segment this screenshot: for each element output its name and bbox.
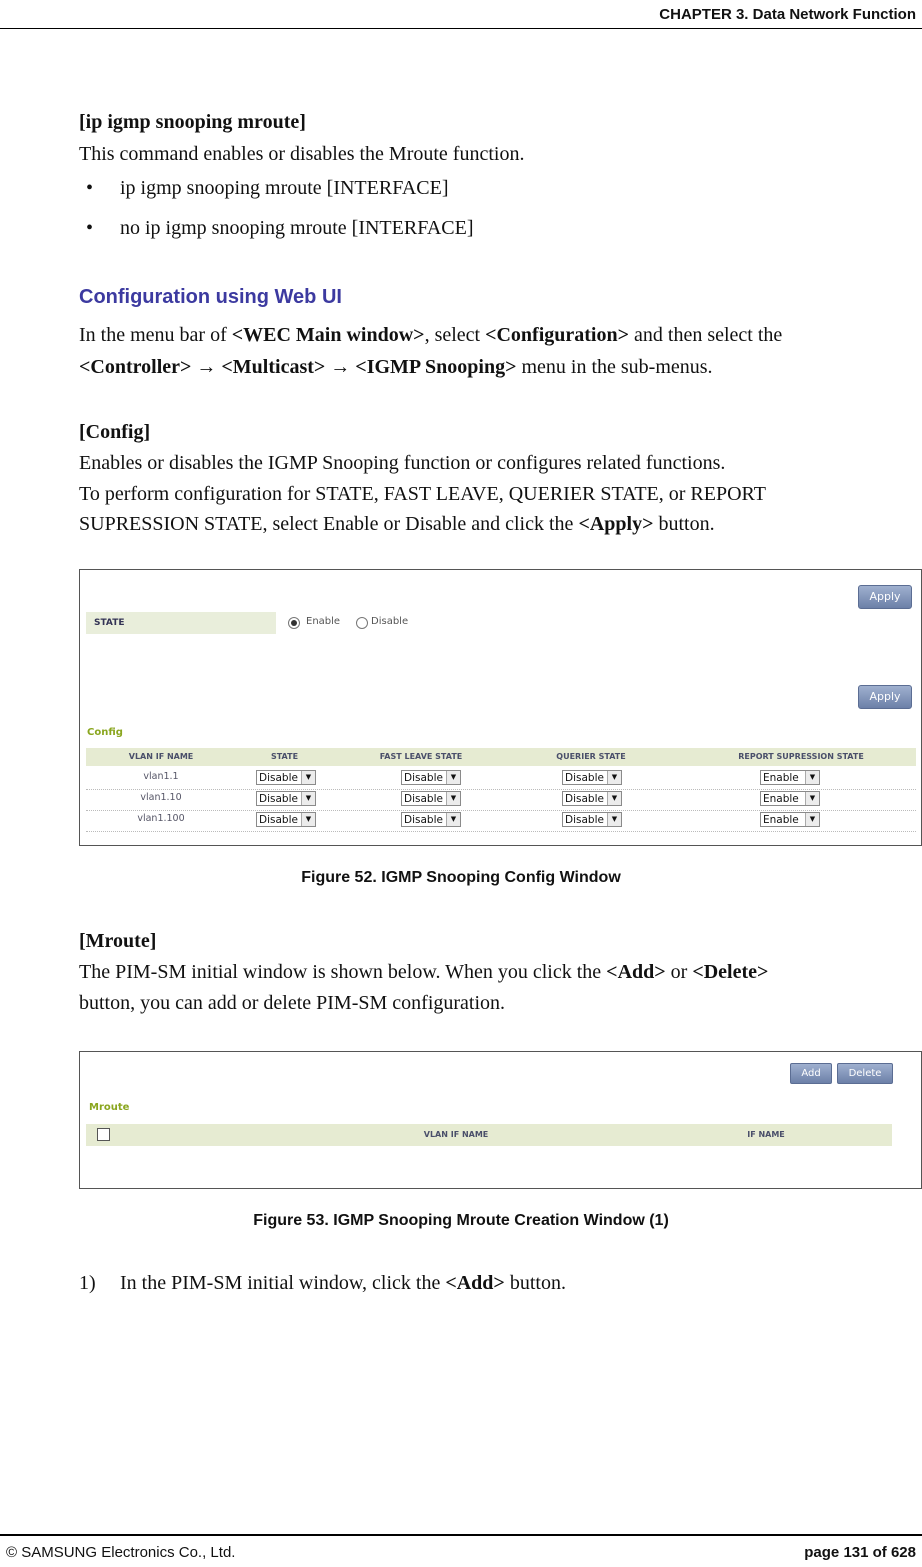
delete-button[interactable]: Delete <box>837 1063 893 1084</box>
config-line3: SUPRESSION STATE, select Enable or Disable and click the <Apply> button. <box>79 513 715 535</box>
table-row <box>86 768 916 790</box>
chevron-down-icon: ▼ <box>446 771 460 784</box>
mroute-table-header <box>86 1124 892 1146</box>
chevron-down-icon: ▼ <box>805 813 819 826</box>
report-select[interactable]: Enable ▼ <box>760 791 820 806</box>
column-header: VLAN IF NAME <box>423 1130 489 1139</box>
page-number: page 131 of 628 <box>804 1544 916 1561</box>
config-line2: To perform configuration for STATE, FAST LEAVE, QUERIER STATE, or REPORT <box>79 483 766 505</box>
figure-caption: Figure 53. IGMP Snooping Mroute Creation Window (1) <box>253 1212 669 1229</box>
mroute-heading: [Mroute] <box>79 930 157 952</box>
command-heading: [ip igmp snooping mroute] <box>79 111 306 133</box>
bullet-marker: • <box>86 177 94 199</box>
column-header: VLAN IF NAME <box>128 752 194 761</box>
column-header: QUERIER STATE <box>556 752 626 761</box>
fast-leave-select[interactable]: Disable ▼ <box>401 791 461 806</box>
apply-button-top[interactable]: Apply <box>858 585 912 609</box>
chevron-down-icon: ▼ <box>607 771 621 784</box>
step-text: In the PIM-SM initial window, click the <Add> button. <box>120 1272 566 1294</box>
disable-radio[interactable] <box>356 617 368 629</box>
state-label: STATE <box>86 612 276 634</box>
chevron-down-icon: ▼ <box>607 813 621 826</box>
chevron-down-icon: ▼ <box>607 792 621 805</box>
chevron-down-icon: ▼ <box>805 792 819 805</box>
chevron-down-icon: ▼ <box>805 771 819 784</box>
column-header: IF NAME <box>747 1130 785 1139</box>
report-select[interactable]: Enable ▼ <box>760 770 820 785</box>
enable-radio[interactable] <box>288 617 300 629</box>
mroute-grid-title: Mroute <box>89 1102 130 1113</box>
bullet-item: no ip igmp snooping mroute [INTERFACE] <box>120 217 474 239</box>
copyright: © SAMSUNG Electronics Co., Ltd. <box>6 1544 236 1561</box>
config-heading: [Config] <box>79 421 151 443</box>
figure-caption: Figure 52. IGMP Snooping Config Window <box>301 869 621 886</box>
table-row <box>86 789 916 811</box>
bullet-item: ip igmp snooping mroute [INTERFACE] <box>120 177 449 199</box>
vlan-name: vlan1.10 <box>140 792 182 803</box>
select-all-checkbox[interactable] <box>97 1128 110 1141</box>
chevron-down-icon: ▼ <box>446 813 460 826</box>
column-header: REPORT SUPRESSION STATE <box>738 752 864 761</box>
vlan-name: vlan1.100 <box>137 813 185 824</box>
column-header: STATE <box>270 752 299 761</box>
chevron-down-icon: ▼ <box>301 813 315 826</box>
section-heading: Configuration using Web UI <box>79 286 342 308</box>
fast-leave-select[interactable]: Disable ▼ <box>401 812 461 827</box>
column-header: FAST LEAVE STATE <box>379 752 463 761</box>
table-row <box>86 810 916 832</box>
bullet-marker: • <box>86 217 94 239</box>
disable-radio-label: Disable <box>371 616 409 627</box>
step-number: 1) <box>79 1272 96 1294</box>
webui-paragraph-line2: <Controller> → <Multicast> → <IGMP Snooping> menu in the sub-menus. <box>79 356 713 378</box>
state-select[interactable]: Disable ▼ <box>256 791 316 806</box>
state-select[interactable]: Disable ▼ <box>256 770 316 785</box>
mroute-window <box>79 1051 922 1189</box>
config-line1: Enables or disables the IGMP Snooping function or configures related functions. <box>79 452 726 474</box>
mroute-line1: The PIM-SM initial window is shown below. When you click the <Add> or <Delete> <box>79 961 769 983</box>
vlan-name: vlan1.1 <box>143 771 179 782</box>
querier-select[interactable]: Disable ▼ <box>562 791 622 806</box>
config-grid-title: Config <box>87 727 123 738</box>
fast-leave-select[interactable]: Disable ▼ <box>401 770 461 785</box>
chevron-down-icon: ▼ <box>301 792 315 805</box>
igmp-config-window <box>79 569 922 846</box>
chevron-down-icon: ▼ <box>446 792 460 805</box>
querier-select[interactable]: Disable ▼ <box>562 812 622 827</box>
state-row <box>86 612 916 634</box>
page-footer <box>0 1534 922 1567</box>
enable-radio-label: Enable <box>306 616 341 627</box>
mroute-line2: button, you can add or delete PIM-SM configuration. <box>79 992 506 1014</box>
report-select[interactable]: Enable ▼ <box>760 812 820 827</box>
chevron-down-icon: ▼ <box>301 771 315 784</box>
add-button[interactable]: Add <box>790 1063 832 1084</box>
webui-paragraph-line1: In the menu bar of <WEC Main window>, select <Configuration> and then select the <box>79 324 783 346</box>
querier-select[interactable]: Disable ▼ <box>562 770 622 785</box>
config-table-header <box>86 748 916 766</box>
page-header <box>0 0 922 29</box>
state-select[interactable]: Disable ▼ <box>256 812 316 827</box>
apply-button-bottom[interactable]: Apply <box>858 685 912 709</box>
chapter-title: CHAPTER 3. Data Network Function <box>659 6 916 23</box>
command-description: This command enables or disables the Mroute function. <box>79 143 525 165</box>
